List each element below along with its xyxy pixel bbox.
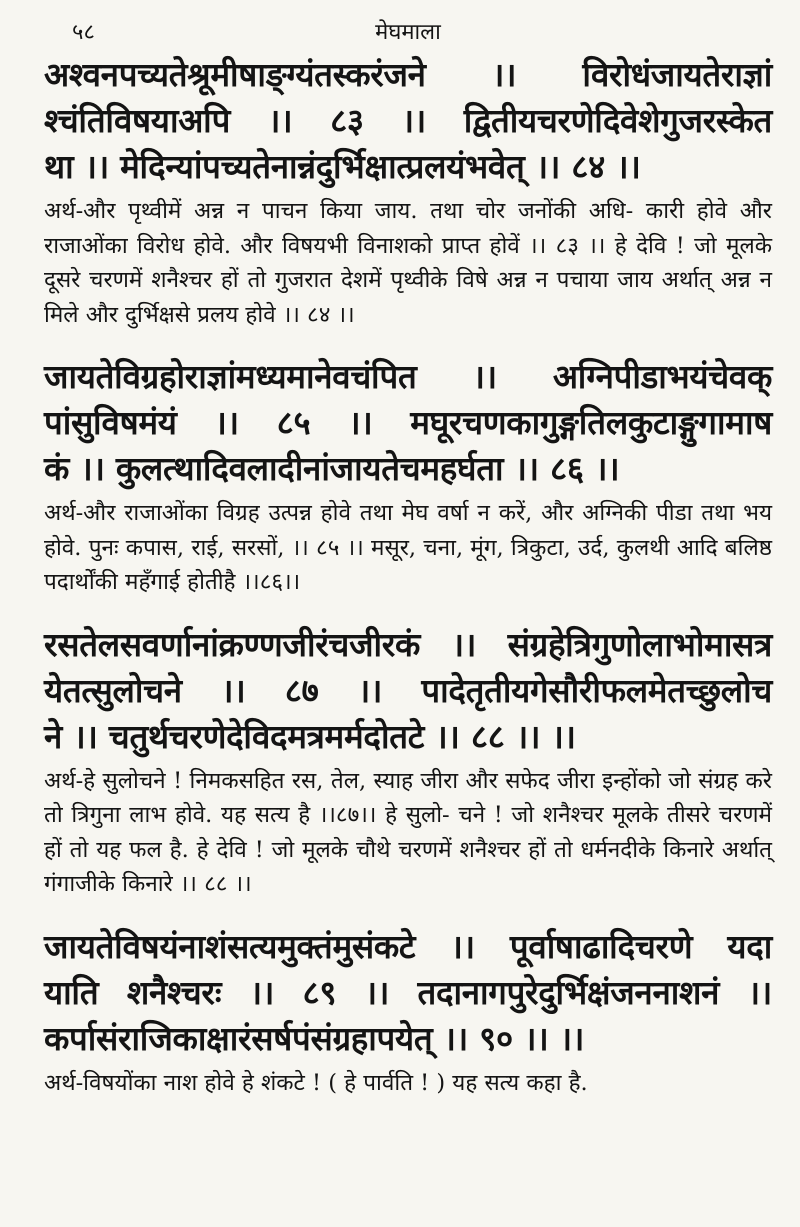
hindi-meaning: अर्थ-और पृथ्वीमें अन्न न पाचन किया जाय. तथा चोर जनोंकी अधि- कारी होवे और राजाओंका विरोध होवे. और विषयभी विनाशको प्राप्त होवें ।। ८३ ।। हे देवि ! जो मूलके दूसरे चरणमें शनैश्चर हों तो गुजरात देशमें पृथ्वीके विषे अन्न न पचाया जाय अर्थात् अन्न न मिले और दुर्भिक्षसे प्रलय होवे ।। ८४ ।।: [44, 198, 772, 328]
verse-line: रसतेलसवर्णानांक्रण्णजीरंचजीरकं ।। संग्रहेत्रिगुणोलाभोमासत्र: [44, 624, 772, 664]
verse-block-1: [44, 52, 772, 332]
running-title: मेघमाला: [375, 20, 441, 45]
sanskrit-verse: [44, 924, 772, 1062]
sanskrit-verse: [44, 52, 772, 190]
verse-line: कं ।। कुलत्थादिवलादीनांजायतेचमहर्घता ।। ८६ ।।: [44, 449, 620, 488]
hindi-meaning: अर्थ-और राजाओंका विग्रह उत्पन्न होवे तथा मेघ वर्षा न करें, और अग्निकी पीडा तथा भय होवे. पुनः कपास, राई, सरसों, ।। ८५ ।। मसूर, चना, मूंग, त्रिकुटा, उर्द, कुलथी आदि बलिष्ठ पदार्थोंकी महँगाई होतीहै ।।८६।।: [44, 500, 772, 595]
sanskrit-verse: [44, 622, 772, 760]
page-header: [44, 8, 772, 52]
verse-block-4: [44, 924, 772, 1101]
verse-line: येतत्सुलोचने ।। ८७ ।। पादेतृतीयगेसौरीफलमेतच्छुलोच: [44, 670, 772, 710]
hindi-meaning: अर्थ-विषयोंका नाश होवे हे शंकटे ! ( हे पार्वति ! ) यह सत्य कहा है.: [44, 1069, 588, 1096]
verse-line: याति शनैश्चरः ।। ८९ ।। तदानागपुरेदुर्भिक्षंजननाशनं ।।: [44, 972, 772, 1012]
verse-line: कर्पासंराजिकाक्षारंसर्षपंसंग्रहापयेत् ।। ९० ।। ।।: [44, 1018, 585, 1058]
verse-line: जायतेविषयंनाशंसत्यमुक्तंमुसंकटे ।। पूर्वाषाढादिचरणे यदा: [44, 926, 772, 966]
verse-line: श्चंतिविषयाअपि ।। ८३ ।। द्वितीयचरणेदिवेशेगुजरस्केत: [44, 101, 772, 140]
verse-line: पांसुविषमंयं ।। ८५ ।। मघूरचणकागुङ्गतिलकुटाङ्गुगामाष: [44, 403, 772, 442]
verse-line: अश्वनपच्यतेश्रूमीषाङ्ग्यंतस्करंजने ।। विरोधंजायतेराज्ञां: [44, 55, 772, 94]
sanskrit-verse: [44, 354, 772, 492]
verse-block-2: [44, 354, 772, 600]
hindi-meaning: अर्थ-हे सुलोचने ! निमकसहित रस, तेल, स्याह जीरा और सफेद जीरा इन्होंको जो संग्रह करे तो त्रिगुना लाभ होवे. यह सत्य है ।।८७।। हे सुलो- चने ! जो शनैश्चर मूलके तीसरे चरणमें हों तो यह फल है. हे देवि ! जो मूलके चौथे चरणमें शनैश्चर हों तो धर्मनदीके किनारे अर्थात् गंगाजीके किनारे ।। ८८ ।।: [44, 767, 772, 897]
verse-line: था ।। मेदिन्यांपच्यतेनान्नंदुर्भिक्षात्प्रलयंभवेत् ।। ८४ ।।: [44, 147, 641, 186]
verse-block-3: [44, 622, 772, 902]
page-number: ५८: [72, 20, 95, 45]
verse-line: ने ।। चतुर्थचरणेदेविदमत्रमर्मदोतटे ।। ८८ ।। ।।: [44, 716, 576, 756]
verse-line: जायतेविग्रहोराज्ञांमध्यमानेवचंपित ।। अग्निपीडाभयंचेवक्: [44, 357, 772, 396]
